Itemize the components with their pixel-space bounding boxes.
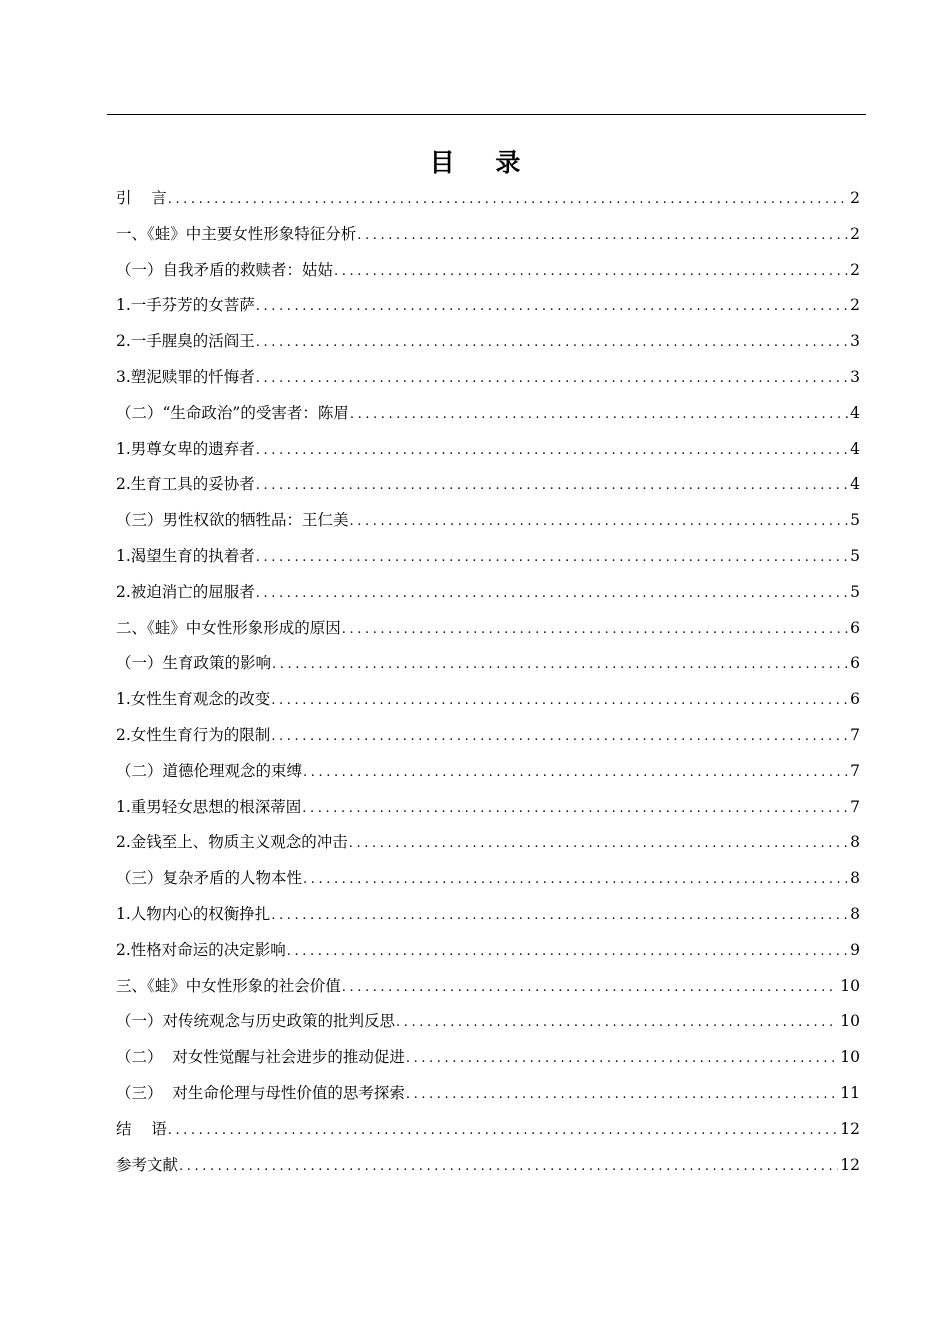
- toc-entry[interactable]: [116, 360, 860, 396]
- toc-entry[interactable]: [116, 1112, 860, 1148]
- toc-dot-leader: [302, 791, 848, 827]
- toc-entry-label: 1.渴望生育的执着者: [116, 546, 255, 565]
- toc-entry[interactable]: [116, 1040, 860, 1076]
- toc-dot-leader: [342, 612, 848, 648]
- toc-entry[interactable]: [116, 575, 860, 611]
- toc-entry-page: 8: [850, 869, 860, 888]
- header-rule: [107, 114, 866, 115]
- toc-entry-page: 6: [850, 654, 860, 673]
- toc-entry-label: 2.金钱至上、物质主义观念的冲击: [116, 833, 348, 852]
- toc-entry-label: （一）对传统观念与历史政策的批判反思: [116, 1012, 396, 1031]
- toc-entry[interactable]: [116, 1004, 860, 1040]
- toc-entry-page: 6: [850, 690, 860, 709]
- toc-entry[interactable]: [116, 1076, 860, 1112]
- toc-entry[interactable]: [116, 825, 860, 861]
- toc-dot-leader: [272, 647, 848, 683]
- toc-dot-leader: [168, 1113, 839, 1149]
- toc-entry-label: 3.塑泥赎罪的忏悔者: [116, 367, 255, 386]
- toc-entry[interactable]: [116, 933, 860, 969]
- toc-entry-page: 2: [850, 260, 860, 279]
- toc-entry-page: 12: [840, 1155, 860, 1174]
- toc-entry-page: 7: [850, 761, 860, 780]
- toc-dot-leader: [256, 468, 848, 504]
- toc-entry-page: 8: [850, 833, 860, 852]
- toc-entry-label: （二） 对女性觉醒与社会进步的推动促进: [116, 1048, 405, 1067]
- toc-entry-label: 结 语: [116, 1119, 167, 1138]
- toc-entry-label: 二、《蛙》中女性形象形成的原因: [116, 618, 341, 637]
- toc-entry-label: （二）“生命政治”的受害者：陈眉: [116, 403, 349, 422]
- toc-dot-leader: [271, 683, 848, 719]
- toc-entry[interactable]: [116, 181, 860, 217]
- toc-entry-label: 1.重男轻女思想的根深蒂固: [116, 797, 302, 816]
- toc-entry-label: 参考文献: [116, 1155, 179, 1174]
- toc-entry-page: 5: [850, 511, 860, 530]
- toc-entry-label: （二）道德伦理观念的束缚: [116, 761, 303, 780]
- table-of-contents: [116, 181, 860, 1183]
- toc-entry-label: （一）自我矛盾的救赎者：姑姑: [116, 260, 334, 279]
- toc-dot-leader: [406, 1077, 838, 1113]
- page-title: 目 录: [429, 148, 537, 177]
- toc-dot-leader: [256, 289, 848, 325]
- toc-entry-label: 1.一手芬芳的女菩萨: [116, 296, 255, 315]
- toc-dot-leader: [303, 755, 848, 791]
- toc-entry-page: 4: [850, 403, 860, 422]
- toc-entry-page: 2: [850, 296, 860, 315]
- toc-dot-leader: [271, 719, 848, 755]
- toc-entry[interactable]: [116, 754, 860, 790]
- toc-entry-label: 2.被迫消亡的屈服者: [116, 582, 255, 601]
- toc-dot-leader: [256, 361, 848, 397]
- toc-dot-leader: [342, 970, 839, 1006]
- toc-entry-label: 2.一手腥臭的活阎王: [116, 332, 255, 351]
- toc-entry-page: 7: [850, 725, 860, 744]
- toc-entry[interactable]: [116, 324, 860, 360]
- toc-entry-label: 2.性格对命运的决定影响: [116, 940, 286, 959]
- toc-dot-leader: [179, 1149, 838, 1185]
- toc-dot-leader: [350, 397, 848, 433]
- toc-entry-page: 3: [850, 332, 860, 351]
- toc-entry-page: 10: [840, 1048, 860, 1067]
- toc-entry-page: 4: [850, 439, 860, 458]
- toc-dot-leader: [256, 540, 848, 576]
- toc-entry[interactable]: [116, 897, 860, 933]
- toc-entry[interactable]: [116, 646, 860, 682]
- toc-dot-leader: [357, 218, 848, 254]
- toc-entry[interactable]: [116, 682, 860, 718]
- toc-entry-page: 4: [850, 475, 860, 494]
- toc-entry[interactable]: [116, 718, 860, 754]
- toc-dot-leader: [303, 862, 848, 898]
- toc-dot-leader: [334, 254, 848, 290]
- toc-entry[interactable]: [116, 288, 860, 324]
- toc-entry[interactable]: [116, 1148, 860, 1184]
- toc-entry-page: 12: [840, 1119, 860, 1138]
- toc-entry-label: 2.生育工具的妥协者: [116, 475, 255, 494]
- toc-entry-page: 10: [840, 976, 860, 995]
- toc-entry[interactable]: [116, 217, 860, 253]
- toc-entry-page: 7: [850, 797, 860, 816]
- toc-dot-leader: [168, 182, 848, 218]
- toc-entry-label: （三） 对生命伦理与母性价值的思考探索: [116, 1083, 405, 1102]
- toc-entry[interactable]: [116, 253, 860, 289]
- toc-entry[interactable]: [116, 467, 860, 503]
- toc-entry-label: 三、《蛙》中女性形象的社会价值: [116, 976, 341, 995]
- toc-entry-label: 一、《蛙》中主要女性形象特征分析: [116, 224, 357, 243]
- toc-entry-page: 10: [840, 1012, 860, 1031]
- toc-entry[interactable]: [116, 790, 860, 826]
- toc-entry[interactable]: [116, 611, 860, 647]
- toc-entry-page: 5: [850, 582, 860, 601]
- toc-entry[interactable]: [116, 503, 860, 539]
- toc-dot-leader: [271, 898, 848, 934]
- toc-dot-leader: [256, 325, 848, 361]
- toc-entry-label: 1.女性生育观念的改变: [116, 690, 271, 709]
- toc-entry-page: 8: [850, 904, 860, 923]
- toc-entry-label: 1.男尊女卑的遗弃者: [116, 439, 255, 458]
- toc-entry[interactable]: [116, 969, 860, 1005]
- toc-dot-leader: [350, 504, 849, 540]
- toc-entry-page: 2: [850, 224, 860, 243]
- toc-entry-page: 5: [850, 546, 860, 565]
- toc-entry[interactable]: [116, 539, 860, 575]
- toc-entry-page: 2: [850, 189, 860, 207]
- toc-entry-page: 6: [850, 618, 860, 637]
- toc-dot-leader: [256, 433, 848, 469]
- toc-entry-page: 11: [840, 1083, 860, 1102]
- toc-entry[interactable]: [116, 432, 860, 468]
- toc-entry[interactable]: [116, 861, 860, 897]
- toc-entry-page: 9: [850, 940, 860, 959]
- toc-dot-leader: [287, 934, 848, 970]
- toc-entry[interactable]: [116, 396, 860, 432]
- toc-entry-label: （三）男性权欲的牺牲品：王仁美: [116, 511, 349, 530]
- toc-entry-label: （一）生育政策的影响: [116, 654, 272, 673]
- toc-dot-leader: [349, 826, 848, 862]
- toc-entry-page: 3: [850, 367, 860, 386]
- toc-dot-leader: [396, 1005, 838, 1041]
- toc-entry-label: （三）复杂矛盾的人物本性: [116, 869, 303, 888]
- toc-dot-leader: [256, 576, 848, 612]
- toc-entry-label: 2.女性生育行为的限制: [116, 725, 271, 744]
- toc-entry-label: 1.人物内心的权衡挣扎: [116, 904, 271, 923]
- toc-entry-label: 引 言: [116, 189, 167, 207]
- toc-dot-leader: [406, 1041, 838, 1077]
